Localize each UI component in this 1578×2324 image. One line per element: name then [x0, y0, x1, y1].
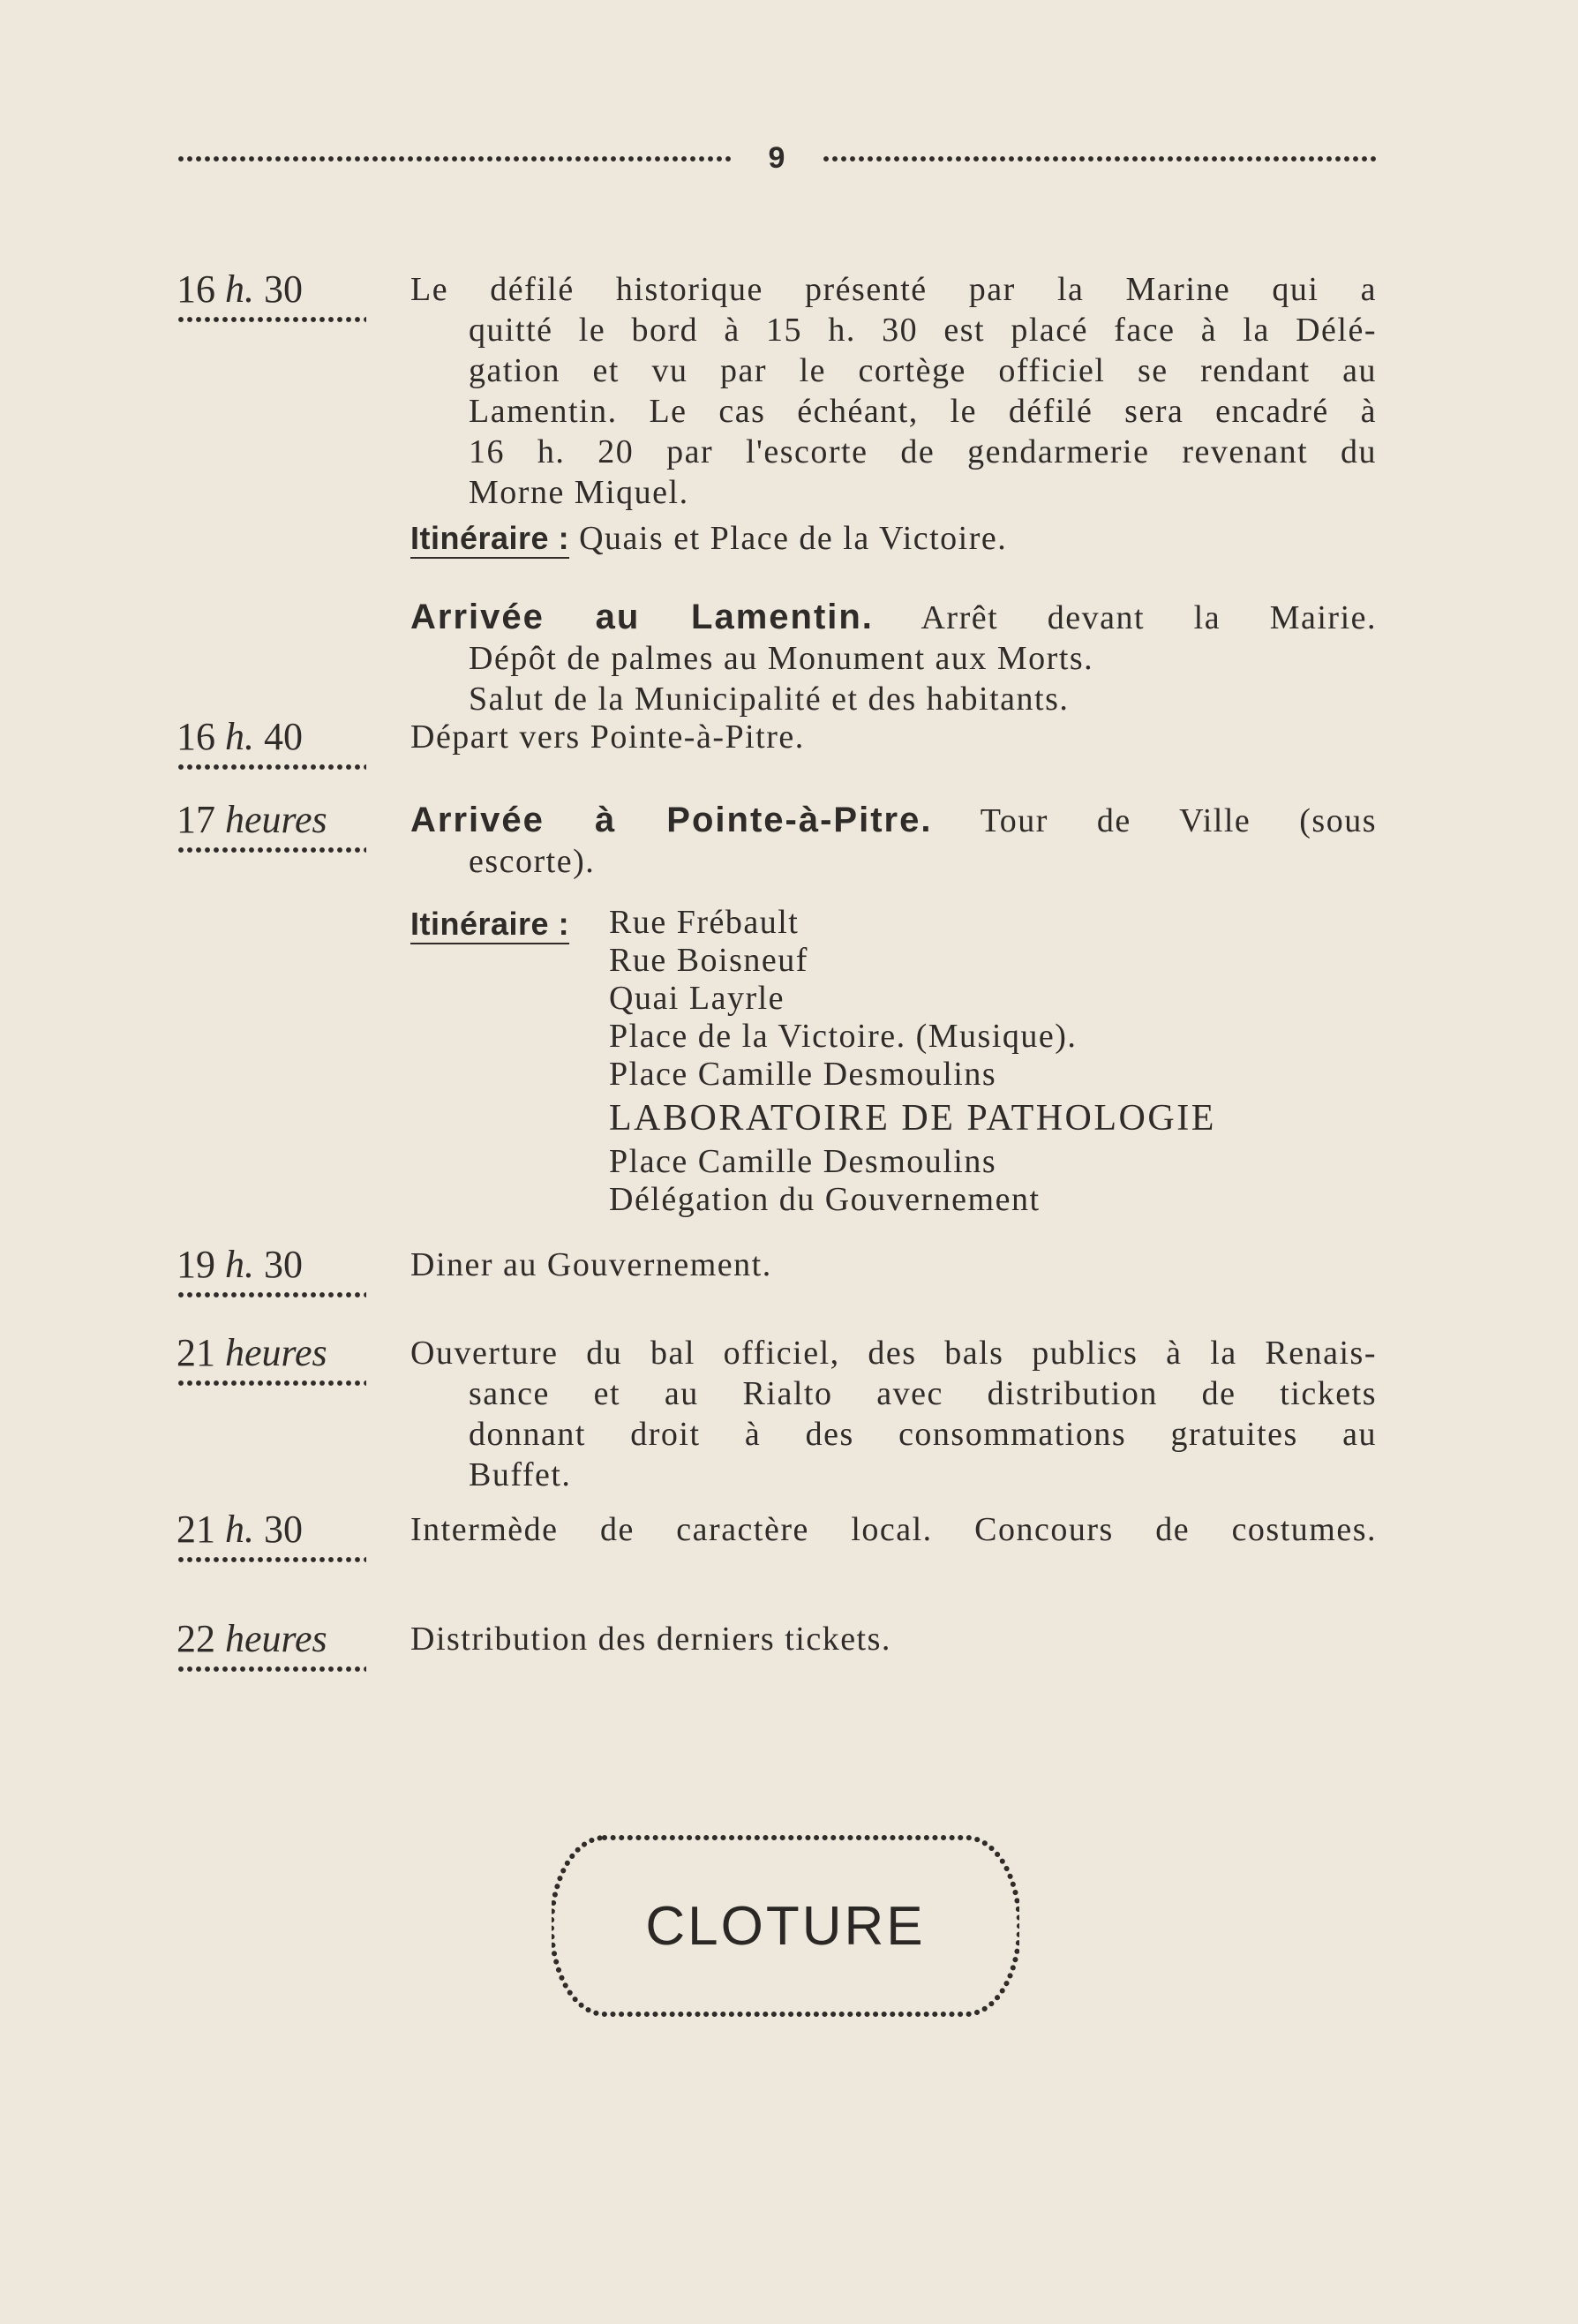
entry-description: Le défilé historique présenté par la Marine qui a quitté le bord à 15 h. 30 est placé face à la Délé- gation et vu par le cortège officiel se rendant au Lamentin. Le cas échéant, le défilé sera encadré à 16 h. 20 par l'escorte de gendarmerie revenant du Morne Miquel. Itinéraire : Quais et Place de la Victoire.: [410, 271, 1377, 557]
itinerary-text: Quais et Place de la Victoire.: [579, 520, 1008, 557]
entry-time: 21 heures: [177, 1333, 371, 1388]
itinerary-item: Place Camille Desmoulins: [609, 1143, 997, 1180]
entry-description: Arrivée au Lamentin. Arrêt devant la Mairie. Dépôt de palmes au Monument aux Morts. Salut de la Municipalité et des habitants.: [410, 598, 1378, 718]
itinerary-item: LABORATOIRE DE PATHOLOGIE: [609, 1098, 1216, 1139]
entry-description: Intermède de caractère local. Concours de costumes.: [410, 1511, 1377, 1548]
itinerary-label: Itinéraire :: [410, 520, 570, 556]
page-number: 9: [768, 141, 785, 175]
closing-frame: [552, 1829, 1019, 2023]
entry-description: Distribution des derniers tickets.: [410, 1621, 891, 1658]
arrival-title: Arrivée à Pointe-à-Pitre.: [410, 801, 933, 839]
itinerary-label: Itinéraire :: [410, 906, 570, 942]
page-header: [177, 141, 1377, 176]
time-dotted-rule: [177, 1379, 366, 1388]
entry-time: 16 h. 30: [177, 269, 371, 324]
time-dotted-rule: [177, 1665, 366, 1673]
time-dotted-rule: [177, 763, 366, 771]
entry-time: 21 h. 30: [177, 1509, 371, 1564]
time-dotted-rule: [177, 1555, 366, 1564]
time-dotted-rule: [177, 315, 366, 324]
itinerary-block: [410, 904, 1377, 1239]
itinerary-item: Place Camille Desmoulins: [609, 1056, 997, 1093]
entry-description: Départ vers Pointe-à-Pitre.: [410, 718, 805, 756]
itinerary-item: Rue Frébault: [609, 904, 800, 941]
entry-description: Diner au Gouvernement.: [410, 1246, 772, 1283]
entry-time: 17 heures: [177, 800, 371, 854]
itinerary-list: [609, 904, 1216, 1219]
itinerary-item: Place de la Victoire. (Musique).: [609, 1018, 1078, 1055]
entry-time: 22 heures: [177, 1619, 371, 1673]
closing-title: CLOTURE: [645, 1895, 926, 1957]
arrival-title: Arrivée au Lamentin.: [410, 598, 874, 636]
entry-description: Ouverture du bal officiel, des bals publics à la Renais- sance et au Rialto avec distribution de tickets donnant droit à des consommations gratuites au Buffet.: [410, 1335, 1377, 1493]
header-dots-left: [177, 154, 732, 163]
header-dots-right: [822, 154, 1377, 163]
itinerary-item: Délégation du Gouvernement: [609, 1181, 1041, 1218]
time-dotted-rule: [177, 1290, 366, 1299]
entry-time: 16 h. 40: [177, 717, 371, 771]
itinerary-item: Rue Boisneuf: [609, 942, 808, 979]
time-dotted-rule: [177, 846, 366, 854]
entry-time: 19 h. 30: [177, 1245, 371, 1299]
entry-description: Arrivée à Pointe-à-Pitre. Tour de Ville (sous escorte).: [410, 801, 1377, 880]
itinerary-item: Quai Layrle: [609, 980, 785, 1017]
